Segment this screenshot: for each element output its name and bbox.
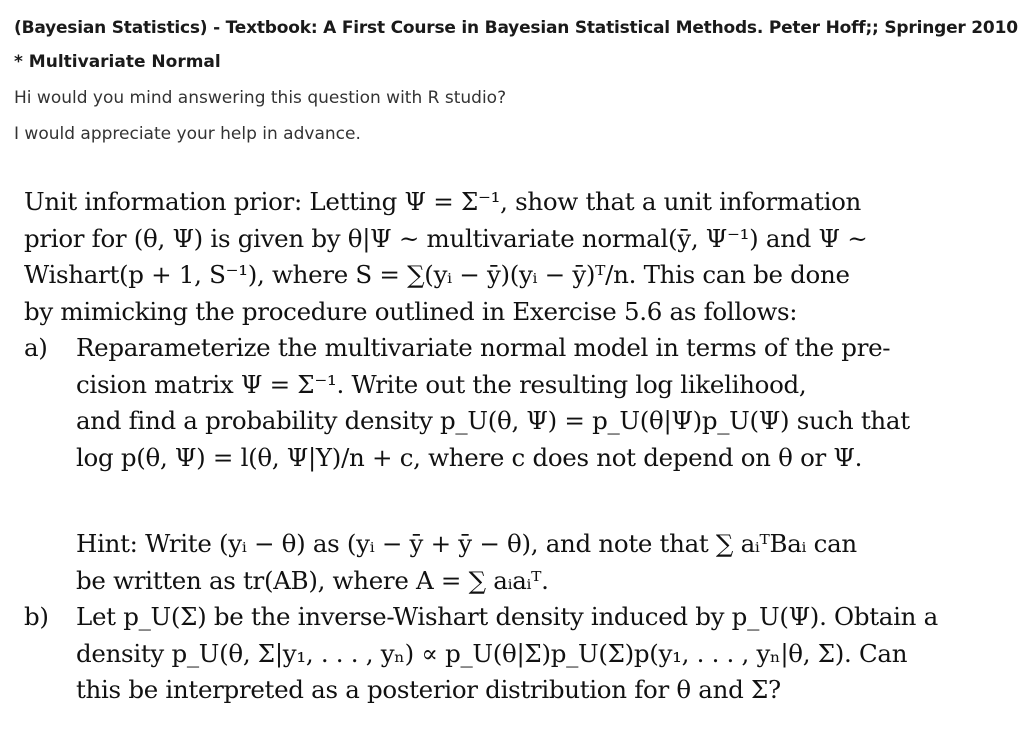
part-a-label: a) — [24, 333, 48, 362]
part-b-text: Let p_U(Σ) be the inverse-Wishart density induced by p_U(Ψ). Obtain a — [76, 602, 938, 631]
part-a-line — [24, 330, 970, 367]
post-title: (Bayesian Statistics) - Textbook: A First Course in Bayesian Statistical Methods. Peter Hoff;; Springer 2010 — [14, 18, 1018, 38]
hint-line: be written as tr(AB), where A = ∑ aᵢaᵢᵀ. — [76, 565, 549, 595]
part-a-text: Reparameterize the multivariate normal model in terms of the pre- — [76, 333, 891, 362]
part-b-label: b) — [24, 602, 49, 631]
part-a-line: cision matrix Ψ = Σ⁻¹. Write out the resulting log likelihood, — [76, 369, 807, 399]
part-b-line — [24, 599, 970, 636]
problem-image — [14, 184, 1010, 709]
part-a-line: log p(θ, Ψ) = l(θ, Ψ|Y)/n + c, where c does not depend on θ or Ψ. — [76, 442, 863, 472]
part-b-line: density p_U(θ, Σ|y₁, . . . , yₙ) ∝ p_U(θ|Σ)p_U(Σ)p(y₁, . . . , yₙ|θ, Σ). Can — [76, 638, 908, 668]
part-b-line: this be interpreted as a posterior distribution for θ and Σ? — [76, 675, 781, 704]
problem-intro-line: Unit information prior: Letting Ψ = Σ⁻¹, show that a unit information — [24, 187, 862, 216]
hint-line: Hint: Write (yᵢ − θ) as (yᵢ − ȳ + ȳ − θ), and note that ∑ aᵢᵀBaᵢ can — [76, 529, 857, 558]
problem-intro-line: Wishart(p + 1, S⁻¹), where S = ∑(yᵢ − ȳ)(yᵢ − ȳ)ᵀ/n. This can be done — [24, 260, 850, 289]
problem-intro-line: by mimicking the procedure outlined in Exercise 5.6 as follows: — [24, 296, 798, 326]
post-message-1: Hi would you mind answering this question with R studio? — [14, 88, 507, 108]
post-subtitle: * Multivariate Normal — [14, 52, 221, 72]
post-message-2: I would appreciate your help in advance. — [14, 124, 361, 144]
part-a-line: and find a probability density p_U(θ, Ψ) = p_U(θ|Ψ)p_U(Ψ) such that — [76, 406, 910, 435]
problem-intro-line: prior for (θ, Ψ) is given by θ|Ψ ~ multivariate normal(ȳ, Ψ⁻¹) and Ψ ~ — [24, 223, 868, 253]
